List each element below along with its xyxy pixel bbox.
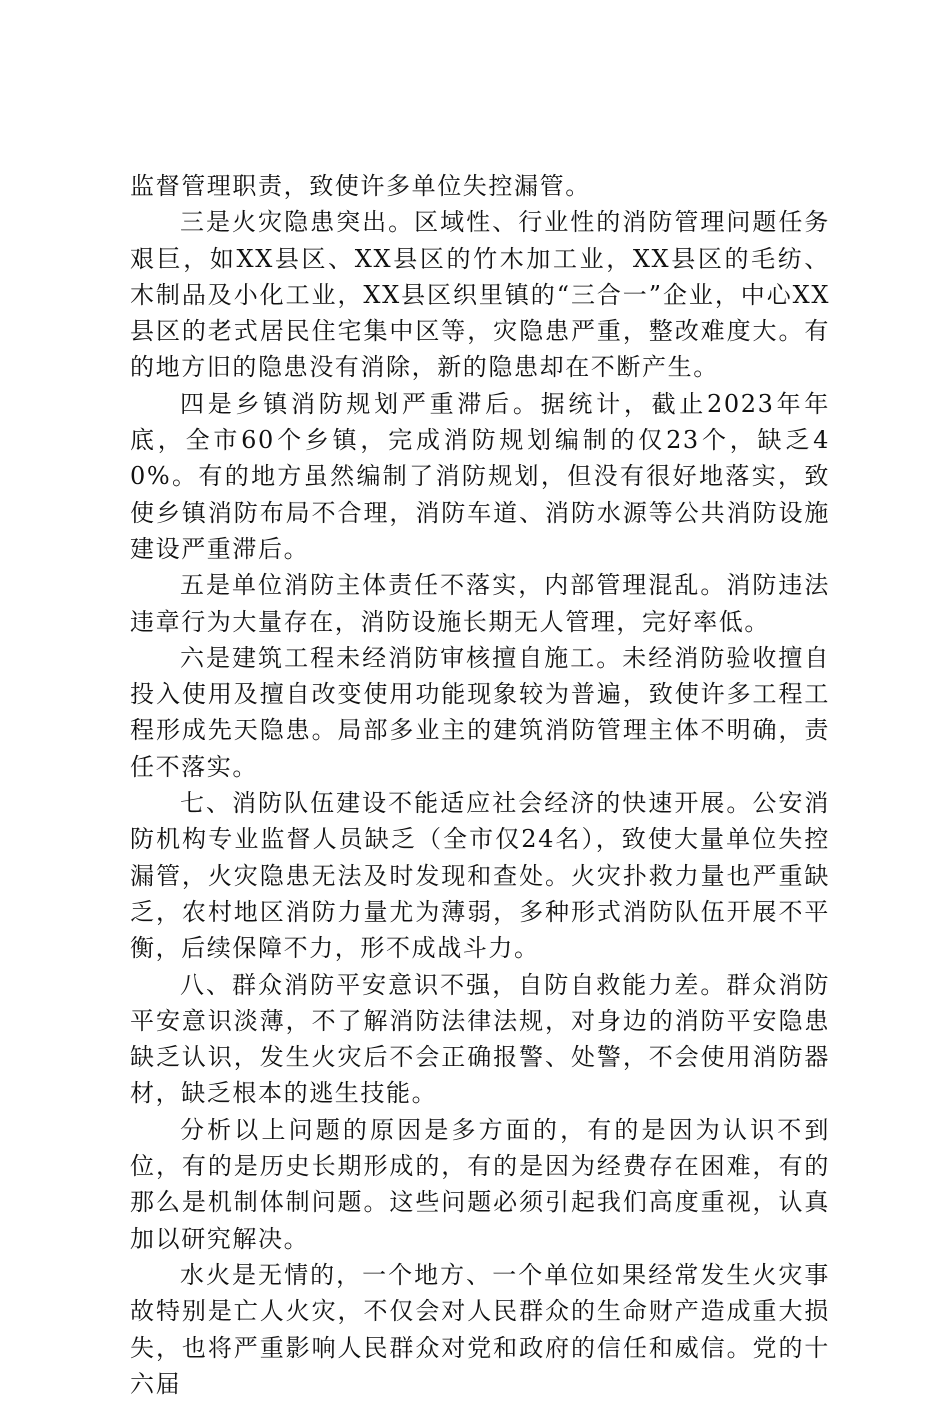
paragraph-8: 分析以上问题的原因是多方面的，有的是因为认识不到位，有的是历史长期形成的，有的是因为经费存在困难，有的那么是机制体制问题。这些问题必须引起我们高度重视，认真加以研究解决。 — [130, 1115, 830, 1253]
paragraph-1: 监督管理职责，致使许多单位失控漏管。 — [130, 172, 591, 200]
paragraph-9: 水火是无情的，一个地方、一个单位如果经常发生火灾事故特别是亡人火灾，不仅会对人民群众的生命财产造成重大损失，也将严重影响人民群众对党和政府的信任和威信。党的十六届 — [130, 1260, 830, 1398]
paragraph-7: 八、群众消防平安意识不强，自防自救能力差。群众消防平安意识淡薄，不了解消防法律法规，对身边的消防平安隐患缺乏认识，发生火灾后不会正确报警、处警，不会使用消防器材，缺乏根本的逃生技能。 — [130, 970, 830, 1108]
paragraph-5: 六是建筑工程未经消防审核擅自施工。未经消防验收擅自投入使用及擅自改变使用功能现象较为普遍，致使许多工程工程形成先天隐患。局部多业主的建筑消防管理主体不明确，责任不落实。 — [130, 643, 830, 781]
paragraph-6: 七、消防队伍建设不能适应社会经济的快速开展。公安消防机构专业监督人员缺乏（全市仅24名），致使大量单位失控漏管，火灾隐患无法及时发现和查处。火灾扑救力量也严重缺乏，农村地区消防力量尤为薄弱，多种形式消防队伍开展不平衡，后续保障不力，形不成战斗力。 — [130, 789, 830, 963]
document-body — [130, 168, 830, 1402]
paragraph-3: 四是乡镇消防规划严重滞后。据统计，截止2023年年底，全市60个乡镇，完成消防规划编制的仅23个，缺乏40%。有的地方虽然编制了消防规划，但没有很好地落实，致使乡镇消防布局不合理，消防车道、消防水源等公共消防设施建设严重滞后。 — [130, 389, 830, 563]
paragraph-2: 三是火灾隐患突出。区域性、行业性的消防管理问题任务艰巨，如XX县区、XX县区的竹木加工业，XX县区的毛纺、木制品及小化工业，XX县区织里镇的“三合一”企业，中心XX县区的老式居民住宅集中区等，灾隐患严重，整改难度大。有的地方旧的隐患没有消除，新的隐患却在不断产生。 — [130, 208, 830, 382]
paragraph-4: 五是单位消防主体责任不落实，内部管理混乱。消防违法违章行为大量存在，消防设施长期无人管理，完好率低。 — [130, 571, 830, 636]
